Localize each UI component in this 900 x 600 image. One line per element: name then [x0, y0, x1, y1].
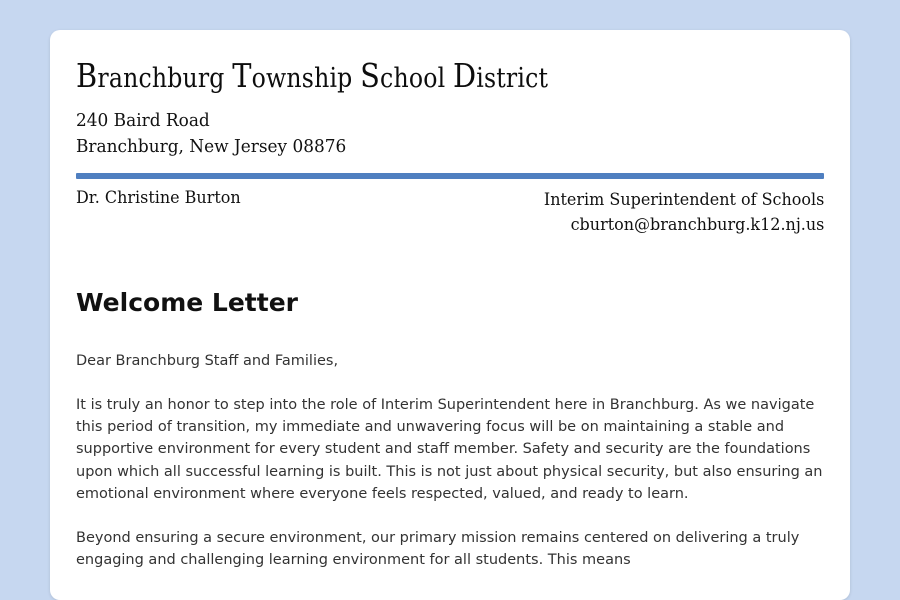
superintendent-email[interactable]: cburton@branchburg.k12.nj.us — [570, 215, 824, 236]
letterhead — [76, 58, 824, 238]
superintendent-title: Interim Superintendent of Schools — [543, 190, 824, 211]
district-name: Branchburg Township School District — [76, 56, 549, 95]
letter-body — [76, 288, 824, 571]
letter-paragraph: Beyond ensuring a secure environment, our primary mission remains centered on delivering a truly engaging and challenging learning environment for all students. This means — [76, 529, 800, 568]
letterhead-divider — [76, 173, 824, 179]
superintendent-contact — [544, 188, 824, 237]
contact-row — [76, 188, 824, 237]
page-title: Welcome Letter — [76, 287, 298, 317]
letter-paragraph: It is truly an honor to step into the role of Interim Superintendent here in Branchburg. As we navigate this period of transition, my immediate and unwavering focus will be on maintaining a stable and supportive environment for every student and staff member. Safety and security are the foundations upon which all successful learning is built. This is not just about physical security, but also ensuring an emotional environment where everyone feels respected, valued, and ready to learn. — [76, 397, 823, 502]
letter-document — [50, 30, 850, 600]
address-line-1: 240 Baird Road — [76, 110, 210, 132]
address-line-2: Branchburg, New Jersey 08876 — [76, 135, 347, 157]
salutation: Dear Branchburg Staff and Families, — [76, 352, 339, 369]
superintendent-name: Dr. Christine Burton — [76, 188, 241, 209]
